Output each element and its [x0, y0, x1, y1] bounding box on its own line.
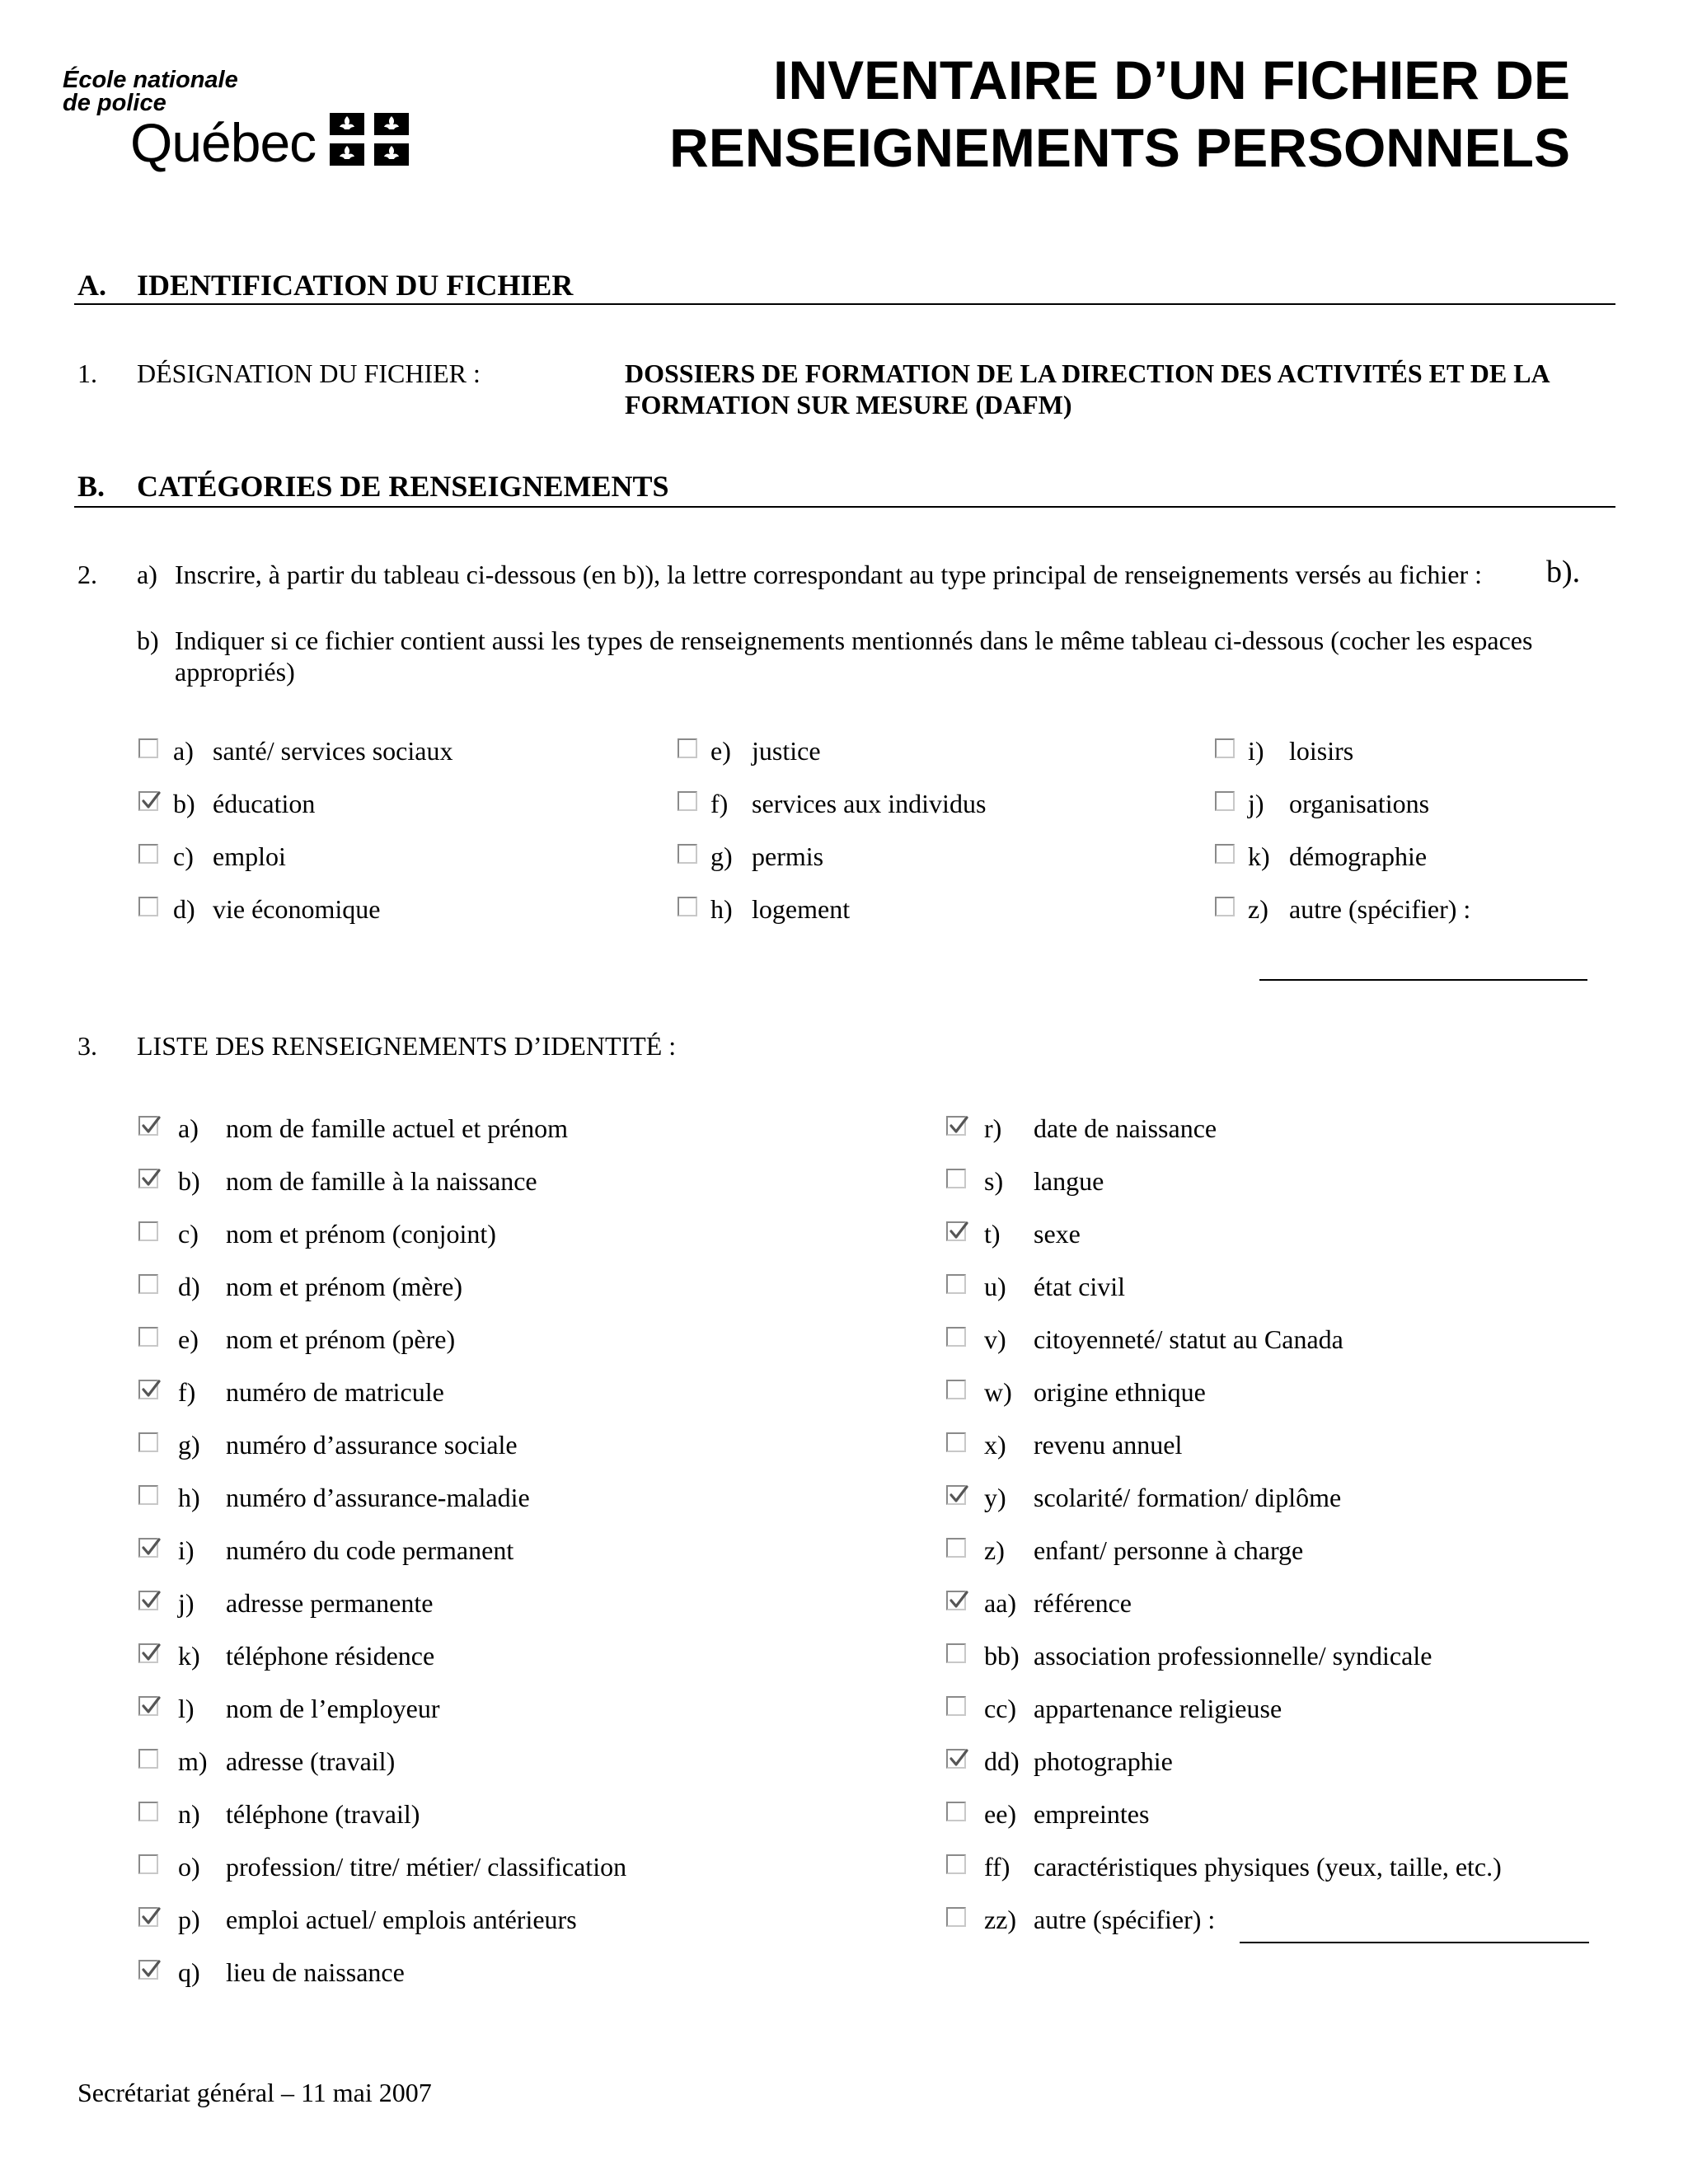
identity-label: nom et prénom (mère)	[226, 1272, 462, 1301]
identity-letter: c)	[178, 1219, 199, 1249]
category-letter: k)	[1248, 841, 1270, 871]
identity-checkbox[interactable]	[946, 1643, 966, 1663]
category-label: permis	[752, 841, 824, 871]
identity-letter: h)	[178, 1483, 200, 1512]
identity-checkbox[interactable]	[138, 1591, 158, 1610]
identity-label: profession/ titre/ métier/ classification	[226, 1852, 627, 1882]
category-letter: h)	[710, 894, 733, 924]
identity-label: caractéristiques physiques (yeux, taille, etc.)	[1034, 1852, 1502, 1882]
title-line1: INVENTAIRE D’UN FICHIER DE	[773, 49, 1570, 110]
check-mark-icon	[949, 1221, 968, 1241]
identity-checkbox[interactable]	[138, 1221, 158, 1241]
page-title	[499, 46, 1570, 181]
check-mark-icon	[141, 1380, 161, 1399]
identity-label: revenu annuel	[1034, 1430, 1183, 1460]
identity-checkbox[interactable]	[946, 1907, 966, 1927]
category-letter: z)	[1248, 894, 1268, 924]
identity-checkbox[interactable]	[138, 1696, 158, 1716]
identity-label: téléphone (travail)	[226, 1799, 420, 1829]
identity-letter: o)	[178, 1852, 200, 1882]
logo-line2: de police	[63, 90, 166, 116]
q2-a-letter: a)	[137, 560, 157, 589]
identity-label: citoyenneté/ statut au Canada	[1034, 1324, 1343, 1354]
q2-a-answer: b).	[1546, 555, 1581, 589]
category-checkbox[interactable]	[1215, 844, 1235, 864]
identity-label: emploi actuel/ emplois antérieurs	[226, 1905, 577, 1934]
q2-b-line1: Indiquer si ce fichier contient aussi les types de renseignements mentionnés dans le même tableau ci-dessous (cocher les espaces	[175, 626, 1533, 655]
section-b-title: CATÉGORIES DE RENSEIGNEMENTS	[137, 470, 669, 503]
identity-checkbox[interactable]	[946, 1221, 966, 1241]
identity-letter: n)	[178, 1799, 200, 1829]
identity-label: numéro d’assurance sociale	[226, 1430, 518, 1460]
section-b-rule	[74, 506, 1615, 508]
identity-checkbox[interactable]	[946, 1169, 966, 1188]
q2-number: 2.	[77, 560, 97, 589]
category-checkbox[interactable]	[678, 844, 697, 864]
category-letter: a)	[173, 736, 194, 766]
identity-letter: z)	[984, 1535, 1005, 1565]
identity-letter: v)	[984, 1324, 1006, 1354]
identity-letter: dd)	[984, 1746, 1020, 1776]
identity-checkbox[interactable]	[138, 1960, 158, 1980]
identity-label: adresse permanente	[226, 1588, 434, 1618]
identity-checkbox[interactable]	[946, 1538, 966, 1558]
check-mark-icon	[141, 1591, 161, 1610]
category-label: services aux individus	[752, 789, 987, 818]
category-letter: e)	[710, 736, 731, 766]
q1-label: DÉSIGNATION DU FICHIER :	[137, 359, 481, 388]
identity-letter: e)	[178, 1324, 199, 1354]
identity-checkbox[interactable]	[138, 1749, 158, 1769]
section-a-letter: A.	[77, 269, 106, 302]
identity-checkbox[interactable]	[946, 1485, 966, 1505]
category-letter: g)	[710, 841, 733, 871]
identity-checkbox[interactable]	[138, 1327, 158, 1347]
category-letter: j)	[1248, 789, 1264, 818]
section-a-title: IDENTIFICATION DU FICHIER	[137, 269, 574, 302]
category-checkbox[interactable]	[1215, 897, 1235, 916]
category-checkbox[interactable]	[1215, 791, 1235, 811]
category-letter: f)	[710, 789, 729, 818]
identity-label: date de naissance	[1034, 1113, 1217, 1143]
identity-label: photographie	[1034, 1746, 1173, 1776]
check-mark-icon	[141, 1169, 161, 1188]
q1-value-line2: FORMATION SUR MESURE (DAFM)	[625, 390, 1072, 419]
identity-checkbox[interactable]	[138, 1802, 158, 1821]
category-checkbox[interactable]	[138, 897, 158, 916]
category-label: logement	[752, 894, 851, 924]
category-label: vie économique	[213, 894, 381, 924]
identity-checkbox[interactable]	[138, 1432, 158, 1452]
identity-label: langue	[1034, 1166, 1104, 1196]
identity-label: numéro de matricule	[226, 1377, 444, 1407]
category-letter: d)	[173, 894, 195, 924]
identity-checkbox[interactable]	[946, 1591, 966, 1610]
identity-checkbox[interactable]	[138, 1380, 158, 1399]
identity-letter: t)	[984, 1219, 1001, 1249]
identity-checkbox[interactable]	[138, 1116, 158, 1136]
check-mark-icon	[141, 1696, 161, 1716]
category-checkbox[interactable]	[138, 844, 158, 864]
identity-letter: bb)	[984, 1641, 1020, 1671]
logo-quebec: Québec	[130, 112, 316, 173]
category-label: santé/ services sociaux	[213, 736, 453, 766]
identity-checkbox[interactable]	[138, 1485, 158, 1505]
check-mark-icon	[949, 1485, 968, 1505]
category-label: emploi	[213, 841, 286, 871]
identity-label: nom de famille à la naissance	[226, 1166, 537, 1196]
title-line2: RENSEIGNEMENTS PERSONNELS	[669, 117, 1570, 178]
identity-label: autre (spécifier) :	[1034, 1905, 1216, 1934]
identity-label: état civil	[1034, 1272, 1126, 1301]
section-b-letter: B.	[77, 470, 106, 503]
category-checkbox[interactable]	[1215, 738, 1235, 758]
category-label: éducation	[213, 789, 316, 818]
identity-checkbox[interactable]	[946, 1749, 966, 1769]
category-checkbox[interactable]	[678, 738, 697, 758]
footer-text: Secrétariat général – 11 mai 2007	[77, 2078, 432, 2107]
section-a-rule	[74, 303, 1615, 305]
category-checkbox[interactable]	[678, 897, 697, 916]
identity-checkbox[interactable]	[946, 1854, 966, 1874]
q1-value-line1: DOSSIERS DE FORMATION DE LA DIRECTION DES ACTIVITÉS ET DE LA	[625, 359, 1550, 388]
identity-letter: i)	[178, 1535, 195, 1565]
check-mark-icon	[949, 1749, 968, 1769]
identity-label: enfant/ personne à charge	[1034, 1535, 1304, 1565]
identity-letter: ee)	[984, 1799, 1017, 1829]
identity-checkbox[interactable]	[138, 1907, 158, 1927]
identity-letter: l)	[178, 1694, 195, 1723]
identity-label: référence	[1034, 1588, 1132, 1618]
check-mark-icon	[141, 791, 161, 811]
identity-checkbox[interactable]	[138, 1854, 158, 1874]
q3-label: LISTE DES RENSEIGNEMENTS D’IDENTITÉ :	[137, 1031, 677, 1061]
q2-b-letter: b)	[137, 626, 159, 655]
identity-letter: aa)	[984, 1588, 1017, 1618]
identity-letter: ff)	[984, 1852, 1010, 1882]
identity-letter: r)	[984, 1113, 1002, 1143]
identity-letter: g)	[178, 1430, 200, 1460]
identity-letter: w)	[984, 1377, 1012, 1407]
identity-letter: cc)	[984, 1694, 1017, 1723]
identity-letter: j)	[178, 1588, 195, 1618]
identity-letter: q)	[178, 1957, 200, 1987]
identity-label: nom de famille actuel et prénom	[226, 1113, 568, 1143]
identity-label: appartenance religieuse	[1034, 1694, 1282, 1723]
category-checkbox[interactable]	[138, 791, 158, 811]
category-letter: i)	[1248, 736, 1264, 766]
identity-label: association professionnelle/ syndicale	[1034, 1641, 1432, 1671]
identity-letter: zz)	[984, 1905, 1017, 1934]
identity-label: nom et prénom (père)	[226, 1324, 456, 1354]
quebec-flag-icon	[330, 113, 409, 166]
check-mark-icon	[141, 1960, 161, 1980]
identity-letter: d)	[178, 1272, 200, 1301]
identity-other-specify-line	[1240, 1942, 1589, 1943]
identity-checkbox[interactable]	[946, 1274, 966, 1294]
identity-label: origine ethnique	[1034, 1377, 1206, 1407]
identity-letter: x)	[984, 1430, 1006, 1460]
q3-number: 3.	[77, 1031, 97, 1061]
q2-b-line2: appropriés)	[175, 657, 295, 687]
logo-line1: École nationale	[63, 67, 238, 93]
identity-checkbox[interactable]	[946, 1327, 966, 1347]
q1-number: 1.	[77, 359, 97, 388]
identity-label: scolarité/ formation/ diplôme	[1034, 1483, 1342, 1512]
identity-letter: b)	[178, 1166, 200, 1196]
check-mark-icon	[141, 1907, 161, 1927]
identity-label: adresse (travail)	[226, 1746, 396, 1776]
category-letter: b)	[173, 789, 195, 818]
identity-checkbox[interactable]	[138, 1643, 158, 1663]
identity-letter: p)	[178, 1905, 200, 1934]
category-checkbox[interactable]	[138, 738, 158, 758]
identity-label: nom et prénom (conjoint)	[226, 1219, 496, 1249]
identity-label: sexe	[1034, 1219, 1081, 1249]
category-label: justice	[752, 736, 821, 766]
check-mark-icon	[141, 1643, 161, 1663]
identity-checkbox[interactable]	[138, 1538, 158, 1558]
identity-label: nom de l’employeur	[226, 1694, 440, 1723]
category-label: démographie	[1289, 841, 1428, 871]
identity-letter: a)	[178, 1113, 199, 1143]
identity-checkbox[interactable]	[946, 1802, 966, 1821]
category-label: organisations	[1289, 789, 1430, 818]
identity-letter: f)	[178, 1377, 196, 1407]
category-checkbox[interactable]	[678, 791, 697, 811]
category-label: autre (spécifier) :	[1289, 894, 1471, 924]
identity-letter: y)	[984, 1483, 1006, 1512]
check-mark-icon	[949, 1116, 968, 1136]
identity-checkbox[interactable]	[946, 1116, 966, 1136]
check-mark-icon	[141, 1116, 161, 1136]
identity-label: lieu de naissance	[226, 1957, 405, 1987]
identity-label: téléphone résidence	[226, 1641, 435, 1671]
check-mark-icon	[949, 1591, 968, 1610]
identity-checkbox[interactable]	[138, 1169, 158, 1188]
identity-label: numéro d’assurance-maladie	[226, 1483, 530, 1512]
identity-label: numéro du code permanent	[226, 1535, 514, 1565]
category-letter: c)	[173, 841, 194, 871]
identity-label: empreintes	[1034, 1799, 1150, 1829]
q2-a-text: Inscrire, à partir du tableau ci-dessous (en b)), la lettre correspondant au type principal de renseignements versés au fichier :	[175, 560, 1483, 589]
identity-checkbox[interactable]	[946, 1432, 966, 1452]
identity-checkbox[interactable]	[946, 1380, 966, 1399]
identity-letter: u)	[984, 1272, 1006, 1301]
identity-checkbox[interactable]	[946, 1696, 966, 1716]
category-other-specify-line	[1259, 979, 1587, 981]
identity-checkbox[interactable]	[138, 1274, 158, 1294]
identity-letter: s)	[984, 1166, 1004, 1196]
check-mark-icon	[141, 1538, 161, 1558]
identity-letter: k)	[178, 1641, 200, 1671]
category-label: loisirs	[1289, 736, 1354, 766]
identity-letter: m)	[178, 1746, 208, 1776]
